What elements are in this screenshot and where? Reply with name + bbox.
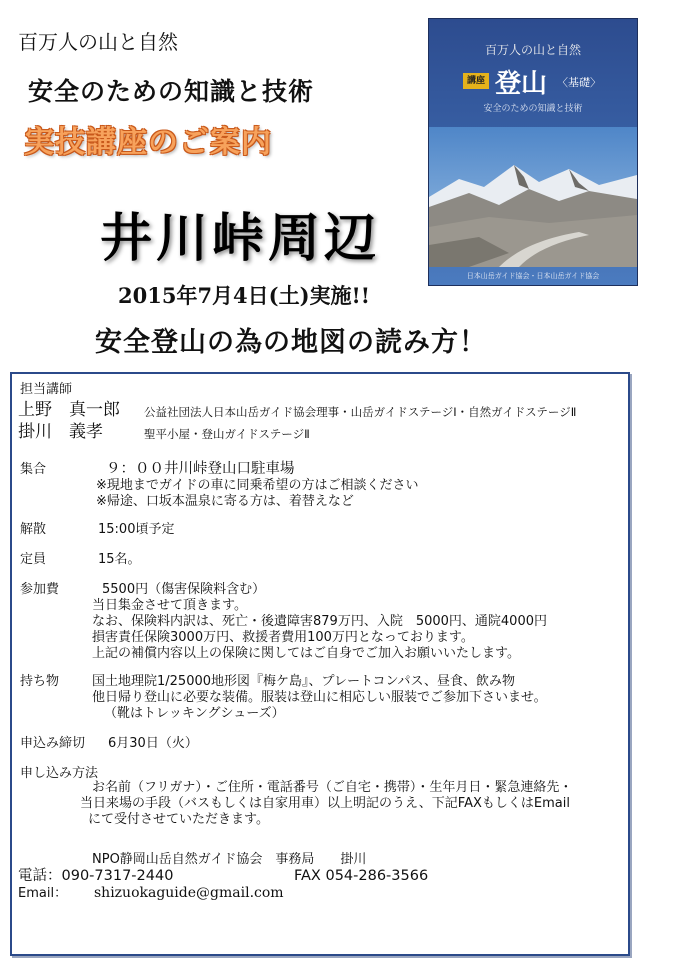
email-address[interactable]: shizuokaguide@gmail.com [94, 885, 284, 901]
event-date: 2015年7月4日(土)実施!! [118, 283, 370, 308]
fee-line: なお、保険料内訳は、死亡・後遺障害879万円、入院 5000円、通院4000円 [92, 614, 547, 629]
headline: 安全のための知識と技術 [28, 77, 315, 106]
cover-basic-label: 〈基礎〉 [557, 76, 601, 89]
items-line: 国土地理院1/25000地形図『梅ケ島』、プレートコンパス、昼食、飲み物 [92, 674, 515, 689]
cover-subtitle: 安全のための知識と技術 [483, 104, 583, 114]
application-label: 申し込み方法 [20, 766, 99, 781]
cover-title: 登山 [495, 69, 548, 99]
instructor-title: 聖平小屋・登山ガイドステージⅡ [144, 427, 310, 441]
meeting-label: 集合 [20, 462, 47, 477]
meeting-line: ※現地までガイドの車に同乗希望の方はご相談ください [96, 478, 419, 493]
book-cover [428, 18, 638, 286]
fee-label: 参加費 [20, 582, 60, 597]
items-line: 他日帰り登山に必要な装備。服装は登山に相応しい服装でご参加下さいませ。 [92, 690, 547, 705]
items-label: 持ち物 [20, 674, 60, 689]
fee-line: 5500円（傷害保険料含む） [102, 582, 266, 597]
application-line: にて受付させていただきます。 [88, 812, 269, 827]
series-title: 百万人の山と自然 [18, 30, 178, 54]
application-line: お名前（フリガナ）・ご住所・電話番号（ご自宅・携帯）・生年月日・緊急連絡先・ [92, 780, 573, 795]
deadline-label: 申込み締切 [20, 736, 86, 751]
cover-series: 百万人の山と自然 [484, 43, 581, 57]
capacity-value: 15名。 [98, 552, 141, 567]
deadline-value: 6月30日（火） [108, 736, 198, 751]
course-title: 実技講座のご案内 [24, 125, 272, 160]
mountain-photo [429, 127, 637, 267]
meeting-line: ９：００井川峠登山口駐車場 [106, 461, 295, 477]
contact-phone: 電話：090-7317-2440 [18, 868, 174, 884]
fee-line: 上記の補償内容以上の保険に関してはご自身でご加入お願いいたします。 [92, 646, 520, 661]
cover-publisher: 日本山岳ガイド協会・日本山岳ガイド協会 [466, 272, 600, 280]
instructor-title: 公益社団法人日本山岳ガイド協会理事・山岳ガイドステージⅠ・自然ガイドステージⅡ [144, 405, 577, 419]
meeting-line: ※帰途、口坂本温泉に寄る方は、着替えなど [96, 494, 354, 509]
place-title: 井川峠周辺 [100, 209, 381, 269]
capacity-label: 定員 [20, 552, 47, 567]
application-line: 当日来場の手段（バスもしくは自家用車）以上明記のうえ、下記FAXもしくはEmail [80, 796, 570, 811]
instructor-name: 掛川 義孝 [18, 422, 103, 442]
details-box [10, 372, 630, 956]
dismissal-label: 解散 [20, 522, 47, 537]
instructor-heading: 担当講師 [20, 382, 73, 397]
fee-line: 損害責任保険3000万円、救援者費用100万円となっております。 [92, 630, 474, 645]
event-subtitle: 安全登山の為の地図の読み方！ [95, 327, 487, 358]
fee-line: 当日集金させて頂きます。 [92, 598, 247, 613]
contact-fax: FAX 054-286-3566 [294, 868, 429, 884]
dismissal-value: 15:00頃予定 [98, 522, 175, 537]
items-line: （靴はトレッキングシューズ） [104, 706, 285, 721]
contact-org: NPO静岡山岳自然ガイド協会 事務局 掛川 [92, 852, 367, 867]
email-label: Email： [18, 886, 68, 901]
cover-badge: 講座 [463, 73, 489, 89]
instructor-name: 上野 真一郎 [18, 400, 120, 420]
